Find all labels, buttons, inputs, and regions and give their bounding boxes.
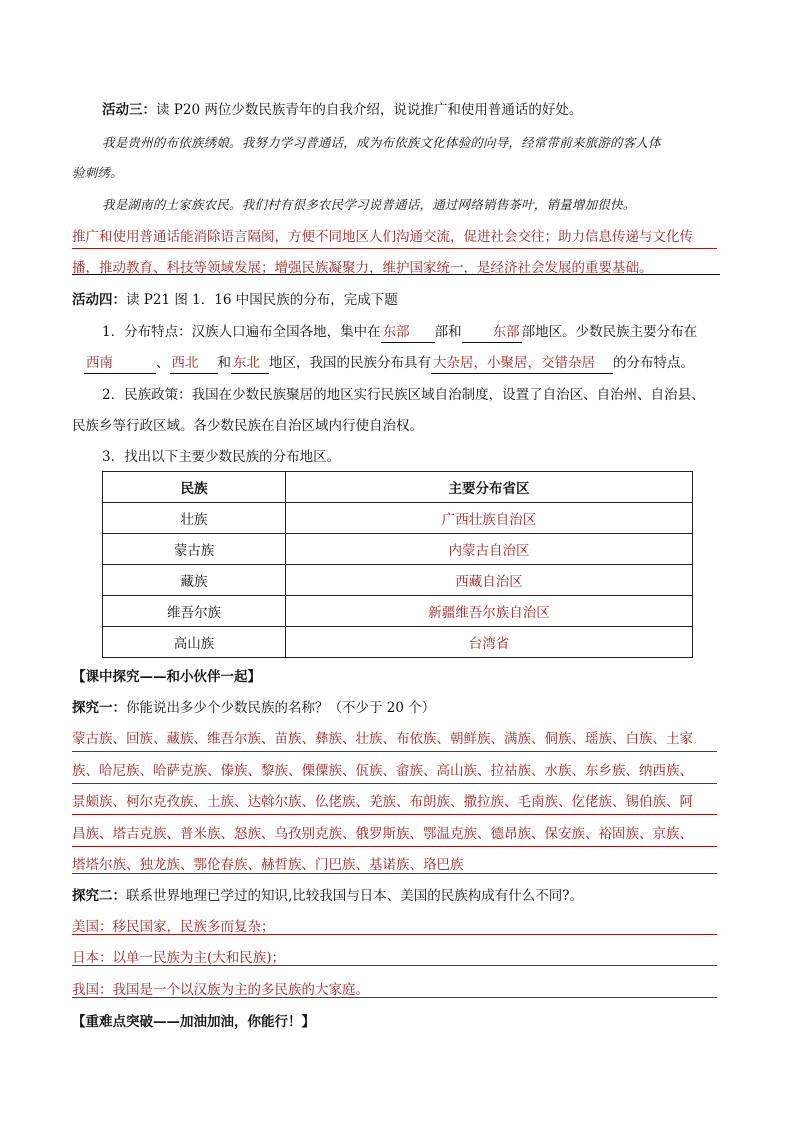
intro-buyi-line1: 我是贵州的布依族绣娘。我努力学习普通话，成为布依族文化体验的向导，经常带前来旅游的客人体 (102, 135, 661, 150)
intro-tujia: 我是湖南的土家族农民。我们村有很多农民学习说普通话，通过网络销售茶叶，销量增加很快。 (102, 197, 636, 212)
ethnic-distribution-table (102, 471, 693, 658)
table-row (103, 627, 693, 658)
answer-blank-1: 东部 (381, 322, 435, 343)
q1-text: 部地区。少数民族主要分布在 (521, 324, 698, 340)
section-breakthrough-title: 【重难点突破——加油加油，你能行！】 (72, 1014, 315, 1030)
activity3-prompt (102, 100, 582, 120)
answer-rule (72, 997, 717, 998)
ethnic-list-line: 景颇族、柯尔克孜族、土族、达斡尔族、仫佬族、羌族、布朗族、撒拉族、毛南族、仡佬族、锡伯族、阿 (72, 794, 693, 810)
explore2-prompt (72, 886, 583, 906)
activity3-heading: 活动三： (102, 102, 156, 118)
compare-answer-china: 我国：我国是一个以汉族为主的多民族的大家庭。 (72, 982, 369, 998)
ethnic-list-line: 昌族、塔吉克族、普米族、怒族、乌孜别克族、俄罗斯族、鄂温克族、德昂族、保安族、裕固族、京族、 (72, 826, 693, 842)
compare-answer-japan: 日本：以单一民族为主(大和民族)； (72, 950, 286, 966)
activity3-text: 读 P20 两位少数民族青年的自我介绍，说说推广和使用普通话的好处。 (156, 102, 583, 118)
q1-text: 的分布特点。 (613, 355, 694, 371)
answer-rule (72, 965, 717, 966)
region-name: 台湾省 (286, 627, 693, 658)
intro-buyi-line2: 验刺绣。 (72, 165, 123, 180)
explore1-heading: 探究一： (72, 700, 126, 716)
q1-text: 和 (217, 355, 231, 371)
explore1-text: 你能说出多少个少数民族的名称？（不少于 20 个） (126, 700, 436, 716)
activity4-text: 读 P21 图 1．16 中国民族的分布，完成下题 (126, 292, 398, 308)
activity3-answer-line1: 推广和使用普通话能消除语言隔阂，方便不同地区人们沟通交流，促进社会交往；助力信息传递与文化传 (72, 229, 693, 245)
answer-rule (72, 783, 717, 784)
answer-rule (72, 814, 717, 815)
ethnic-list-line: 塔塔尔族、独龙族、鄂伦春族、赫哲族、门巴族、基诺族、珞巴族 (72, 857, 464, 873)
section-explore-title: 【课中探究——和小伙伴一起】 (72, 669, 261, 685)
activity4-heading: 活动四： (72, 292, 126, 308)
q3-prompt: 3．找出以下主要少数民族的分布地区。 (102, 449, 341, 465)
answer-rule (72, 274, 720, 275)
answer-rule (72, 934, 717, 935)
q1-text: 、 (156, 355, 170, 371)
header-ethnic: 民族 (103, 472, 286, 503)
q1-line2 (84, 353, 694, 374)
activity4-prompt (72, 290, 398, 310)
q1-text: 地区，我国的民族分布具有 (269, 355, 431, 371)
region-name: 广西壮族自治区 (286, 503, 693, 534)
table-row (103, 534, 693, 565)
region-name: 内蒙古自治区 (286, 534, 693, 565)
ethnic-name: 壮族 (103, 503, 286, 534)
region-name: 西藏自治区 (286, 565, 693, 596)
table-row (103, 503, 693, 534)
q1-text: 1．分布特点：汉族人口遍布全国各地，集中在 (102, 324, 381, 340)
header-region: 主要分布省区 (286, 472, 693, 503)
answer-rule (72, 751, 717, 752)
ethnic-name: 蒙古族 (103, 534, 286, 565)
answer-rule (72, 248, 717, 249)
explore2-heading: 探究二： (72, 888, 126, 904)
table-row (103, 596, 693, 627)
answer-blank-4: 西北 (170, 353, 218, 374)
answer-blank-6: 大杂居，小聚居，交错杂居 (431, 353, 613, 374)
explore2-text: 联系世界地理已学过的知识,比较我国与日本、美国的民族构成有什么不同?。 (126, 888, 584, 904)
q2-line1: 2．民族政策：我国在少数民族聚居的地区实行民族区域自治制度，设置了自治区、自治州、自治县、 (102, 387, 705, 403)
q1-text: 部和 (434, 324, 462, 340)
answer-blank-2: 东部 (462, 322, 522, 343)
answer-blank-3: 西南 (84, 353, 156, 374)
table-row (103, 565, 693, 596)
q2-line2: 民族乡等行政区域。各少数民族在自治区域内行使自治权。 (72, 418, 423, 434)
answer-rule (72, 846, 717, 847)
ethnic-name: 高山族 (103, 627, 286, 658)
q1-line1 (102, 322, 697, 343)
explore1-prompt (72, 698, 435, 718)
ethnic-list-line: 蒙古族、回族、藏族、维吾尔族、苗族、彝族、壮族、布依族、朝鲜族、满族、侗族、瑶族、白族、土家 (72, 731, 693, 747)
ethnic-list-line: 族、哈尼族、哈萨克族、傣族、黎族、傈僳族、佤族、畲族、高山族、拉祜族、水族、东乡族、纳西族、 (72, 763, 693, 779)
compare-answer-usa: 美国：移民国家，民族多而复杂； (72, 919, 275, 935)
answer-rule (72, 873, 717, 874)
ethnic-name: 藏族 (103, 565, 286, 596)
answer-blank-5: 东北 (231, 353, 269, 374)
region-name: 新疆维吾尔族自治区 (286, 596, 693, 627)
ethnic-name: 维吾尔族 (103, 596, 286, 627)
activity3-answer-line2: 播，推动教育、科技等领域发展；增强民族凝聚力，维护国家统一，是经济社会发展的重要基础。 (72, 260, 653, 276)
table-header-row (103, 472, 693, 503)
